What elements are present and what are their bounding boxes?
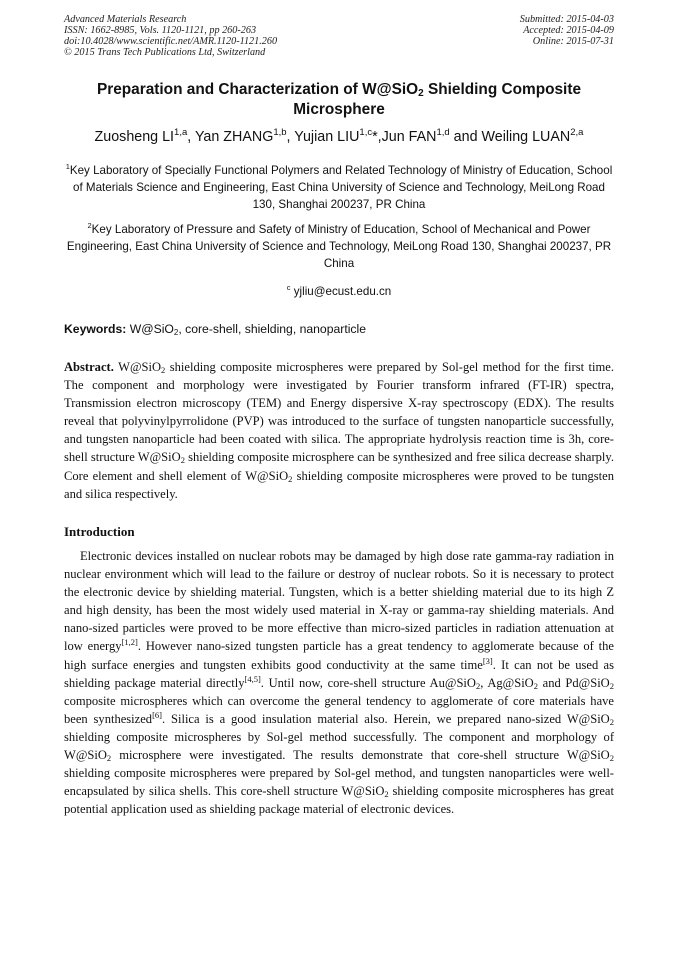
author-name: Weiling LUAN — [481, 129, 571, 145]
citation: [6] — [152, 709, 162, 720]
introduction-paragraph: Electronic devices installed on nuclear robots may be damaged by high dose rate gamma-ray radiation in nuclear environment which will lead to the failure or destroy of nuclear robots. So it is necessary to protect the electronic device by shielding material. Tungsten, which is a better shielding material due to its high Z and high density, has been the most widely used material in X-ray or gamma-ray shielding materials. And nano-sized particles were proved to be more effective than micro-sized particles in radiation attenuation at low energy[1,2]. However nano-sized tungsten particle has a great tendency to agglomerate because of the high surface energies and tungsten exhibits good conductivity at the same time[3]. It can not be used as shielding package material directly[4,5]. Until now, core-shell structure Au@SiO$_2$, Ag@SiO$_2$ and Pd@SiO$_2$ composite microspheres which can overcome the general tendency to agglomerate of core materials have been synthesized[6]. Silica is a good insulation material also. Herein, we prepared nano-sized W@SiO$_2$ shielding composite microspheres by Sol-gel method successfully. The component and morphology of W@SiO$_2$ microsphere were investigated. The results demonstrate that core-shell structure W@SiO$_2$ shielding composite microspheres were prepared by Sol-gel method, and tungsten nanoparticles were well-encapsulated by silica shells. This core-shell structure W@SiO$_2$ shielding composite microspheres has great potential application used as shielding package material of electronic devices. — [64, 549, 614, 817]
publication-dates — [520, 14, 614, 47]
keywords-label: Keywords: — [64, 322, 127, 336]
affiliation-2: $^2$Key Laboratory of Pressure and Safety of Ministry of Education, School of Mechanical and Power Engineering, East China University of Science and Technology, MeiLong Road 130, Shanghai 200237, PR China — [66, 221, 612, 270]
journal-name: Advanced Materials Research — [64, 14, 187, 25]
submitted-date: Submitted: 2015-04-03 — [519, 14, 614, 25]
citation: [1,2] — [121, 637, 138, 648]
citation: [3] — [482, 655, 493, 666]
online-date: Online: 2015-07-31 — [532, 36, 614, 47]
author-name: Jun FAN — [381, 129, 437, 145]
copyright-line: © 2015 Trans Tech Publications Ltd, Switzerland — [64, 47, 266, 58]
author-list: Zuosheng LI$^{1,a}$, Yan ZHANG$^{1,b}$, Yujian LIU$^{1,c}$*,Jun FAN$^{1,d}$ and Weiling LUAN$^{2,a}$ — [94, 127, 584, 145]
issn-line: ISSN: 1662-8985, Vols. 1120-1121, pp 260-263 — [64, 25, 257, 36]
keywords-line: Keywords: W@SiO$_2$, core-shell, shielding, nanoparticle — [64, 322, 367, 337]
abstract-label: Abstract. — [64, 360, 114, 374]
paper-title: Preparation and Characterization of W@SiO$_2$ Shielding Composite Microsphere — [96, 81, 582, 118]
accepted-date: Accepted: 2015-04-09 — [523, 25, 614, 36]
publication-info — [64, 14, 277, 58]
author-name: Yujian LIU — [294, 129, 360, 145]
citation: [4,5] — [244, 673, 261, 684]
affiliation-1: $^1$Key Laboratory of Specially Functional Polymers and Related Technology of Ministry of Education, School of Materials Science and Engineering, East China University of Science and Technology, MeiLong Road 130, Shanghai 200237, PR China — [65, 162, 613, 211]
doi-line: doi:10.4028/www.scientific.net/AMR.1120-1121.260 — [64, 36, 278, 47]
author-name: Zuosheng LI — [94, 129, 175, 145]
author-name: Yan ZHANG — [194, 129, 274, 145]
corresponding-email: $^c$ yjliu@ecust.edu.cn — [286, 283, 392, 298]
introduction-heading: Introduction — [64, 524, 135, 539]
abstract-paragraph: Abstract. W@SiO$_2$ shielding composite microspheres were prepared by Sol-gel method for the first time. The component and morphology were investigated by Fourier transform infrared (FT-IR) spectra, Transmission electron microscopy (TEM) and Energy dispersive X-ray spectroscopy (EDX). The results reveal that polyvinylpyrrolidone (PVP) was introduced to the surface of tungsten nanoparticle successfully, and tungsten nanoparticle had been coated with silica. The appropriate hydrolysis reaction time is 3h, core-shell structure W@SiO$_2$ shielding composite microsphere can be synthesized and free silica decrease sharply. Core element and shell element of W@SiO$_2$ shielding composite microspheres were proved to be tungsten and silica respectively. — [64, 360, 615, 501]
